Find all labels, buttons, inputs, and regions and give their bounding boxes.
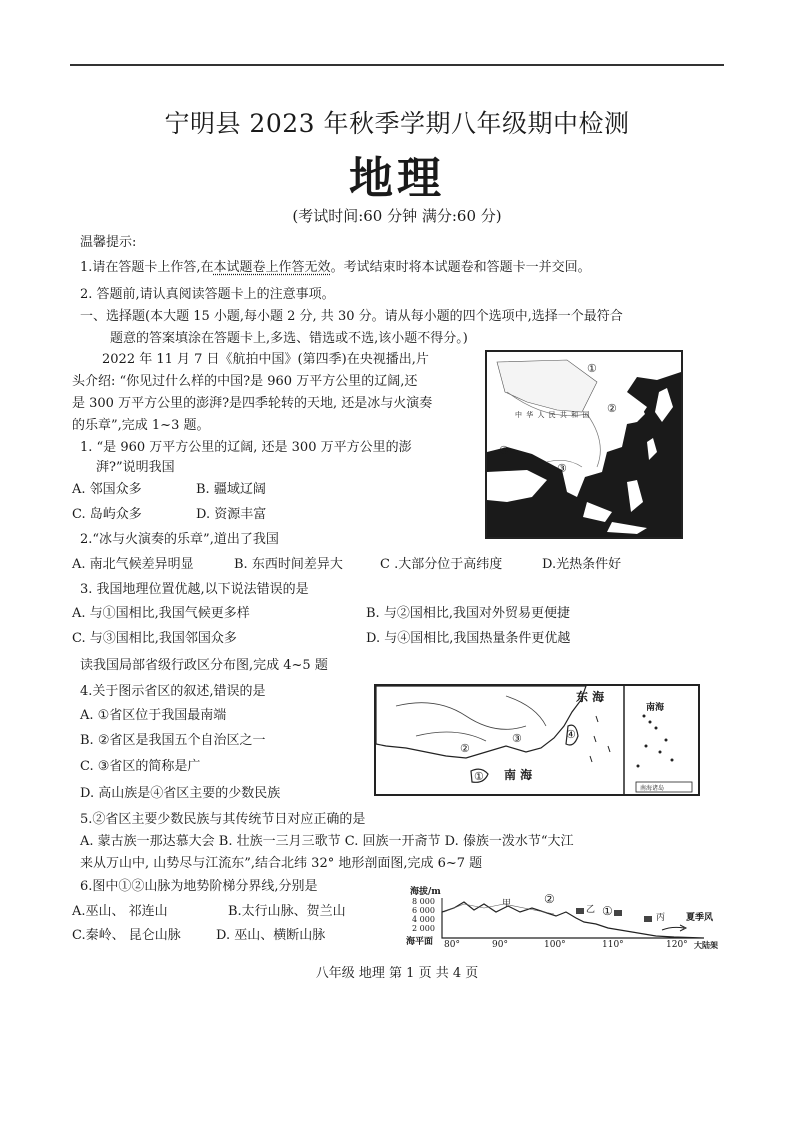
q1-option-c: C. 岛屿众多 — [72, 507, 142, 522]
exam-info: (考试时间:60 分钟 满分:60 分) — [292, 207, 502, 225]
q5-transition: 来从万山中, 山势尽与江流东”,结合北纬 32° 地形剖面图,完成 6~7 题 — [80, 856, 483, 871]
q1-stem-1: 1. “是 960 万平方公里的辽阔, 还是 300 万平方公里的澎 — [80, 440, 412, 455]
province-map-marker-1: ① — [474, 770, 484, 783]
q6-option-c: C.秦岭、 昆仑山脉 — [72, 928, 181, 943]
q2-option-d: D.光热条件好 — [542, 557, 622, 572]
top-rule — [70, 64, 724, 66]
intro-line-4: 的乐章”,完成 1~3 题。 — [72, 418, 210, 433]
asia-map-marker-3: ③ — [557, 462, 567, 475]
profile-label-bing: 丙 — [656, 913, 666, 923]
q1-option-a: A. 邻国众多 — [72, 482, 142, 497]
read-instruction: 读我国局部省级行政区分布图,完成 4~5 题 — [80, 658, 328, 673]
profile-label-jia: 甲 — [502, 899, 512, 909]
profile-shelf-label: 大陆架 — [694, 940, 718, 950]
intro-line-1: 2022 年 11 月 7 日《航拍中国》(第四季)在央视播出,片 — [102, 352, 429, 367]
terrain-profile — [404, 882, 734, 954]
intro-line-3: 是 300 万平方公里的澎湃?是四季轮转的天地, 还是冰与火演奏 — [72, 396, 433, 411]
profile-y-tick-8000: 8 000 — [412, 897, 435, 906]
profile-wind-label: 夏季风 — [686, 913, 714, 923]
subject-title: 地理 — [349, 153, 445, 204]
q5-options: A. 蒙古族一那达慕大会 B. 壮族一三月三歌节 C. 回族一开斋节 D. 傣族一泼水节“大江 — [80, 834, 574, 849]
q6-option-d: D. 巫山、横断山脉 — [216, 928, 326, 943]
province-map-east-sea: 东 海 — [576, 690, 605, 704]
profile-y-tick-4000: 4 000 — [412, 915, 435, 924]
q4-option-d: D. 高山族是④省区主要的少数民族 — [80, 786, 281, 801]
q6-stem: 6.图中①②山脉为地势阶梯分界线,分别是 — [80, 879, 318, 894]
profile-marker-1: ① — [602, 904, 613, 918]
notice-item-2: 2. 答题前,请认真阅读答题卡上的注意事项。 — [80, 287, 335, 302]
exam-title: 宁明县 2023 年秋季学期八年级期中检测 — [164, 109, 630, 138]
q2-option-c: C .大部分位于高纬度 — [380, 557, 503, 572]
province-map-inset-caption: 南海诸岛 — [640, 785, 665, 792]
q4-stem: 4.关于图示省区的叙述,错误的是 — [80, 684, 266, 699]
province-map-marker-3: ③ — [512, 732, 522, 745]
q2-option-b: B. 东西时间差异大 — [234, 557, 343, 572]
asia-map-marker-2: ② — [607, 402, 617, 415]
q2-option-a: A. 南北气候差异明显 — [72, 557, 194, 572]
asia-map-marker-1: ① — [587, 362, 597, 375]
profile-marker-2: ② — [544, 892, 555, 906]
province-map-south-sea: 南 海 — [504, 768, 533, 782]
section1-line2: 题意的答案填涂在答题卡上,多选、错选或不选,该小题不得分。) — [110, 331, 468, 346]
q3-stem: 3. 我国地理位置优越,以下说法错误的是 — [80, 582, 309, 597]
page-footer: 八年级 地理 第 1 页 共 4 页 — [315, 966, 479, 981]
profile-x-tick-90: 90° — [492, 940, 508, 950]
q1-option-d: D. 资源丰富 — [196, 507, 267, 522]
notice-item-1-b: 。考试结束时将本试题卷和答题卡一并交回。 — [330, 260, 591, 275]
q1-stem-2: 湃?”说明我国 — [96, 460, 175, 475]
q6-option-b: B.太行山脉、贺兰山 — [228, 904, 346, 919]
q5-stem: 5.②省区主要少数民族与其传统节日对应正确的是 — [80, 812, 366, 827]
notice-item-1-emphasis: 本试题卷上作答无效 — [213, 260, 331, 275]
q3-option-c: C. 与③国相比,我国邻国众多 — [72, 631, 237, 646]
profile-x-tick-120: 120° — [666, 940, 688, 950]
profile-x-tick-100: 100° — [544, 940, 566, 950]
section1-line1: 一、选择题(本大题 15 小题,每小题 2 分, 共 30 分。请从每小题的四个选项中,选择一个最符合 — [80, 309, 623, 324]
q4-option-b: B. ②省区是我国五个自治区之一 — [80, 733, 266, 748]
q4-option-a: A. ①省区位于我国最南端 — [80, 708, 227, 723]
province-map-marker-2: ② — [460, 742, 470, 755]
q2-stem: 2.“冰与火演奏的乐章”,道出了我国 — [80, 532, 279, 547]
asia-map-drawing — [487, 352, 681, 537]
notice-item-1 — [80, 258, 591, 278]
asia-map — [485, 350, 683, 539]
asia-map-country-label: 中 华 人 民 共 和 国 — [515, 411, 591, 419]
intro-line-2: 头介绍: “你见过什么样的中国?是 960 万平方公里的辽阔,还 — [72, 374, 418, 389]
q3-option-d: D. 与④国相比,我国热量条件更优越 — [366, 631, 571, 646]
profile-y-tick-2000: 2 000 — [412, 924, 435, 933]
q6-option-a: A.巫山、 祁连山 — [72, 904, 168, 919]
profile-x-tick-110: 110° — [602, 940, 624, 950]
profile-y-tick-6000: 6 000 — [412, 906, 435, 915]
profile-label-yi: 乙 — [586, 905, 596, 915]
notice-item-1-a: 1.请在答题卡上作答,在 — [80, 260, 214, 275]
asia-map-marker-4: ④ — [499, 444, 509, 457]
notice-heading: 温馨提示: — [80, 235, 137, 250]
province-map-inset-sea: 南海 — [646, 703, 665, 713]
q3-option-b: B. 与②国相比,我国对外贸易更便捷 — [366, 606, 570, 621]
province-map — [374, 684, 700, 796]
q4-option-c: C. ③省区的简称是广 — [80, 759, 201, 774]
profile-x-tick-80: 80° — [444, 940, 460, 950]
q3-option-a: A. 与①国相比,我国气候更多样 — [72, 606, 250, 621]
profile-y-label: 海拔/m — [410, 887, 441, 897]
province-map-marker-4: ④ — [566, 728, 576, 741]
profile-sea-level: 海平面 — [406, 937, 434, 947]
q1-option-b: B. 疆域辽阔 — [196, 482, 266, 497]
